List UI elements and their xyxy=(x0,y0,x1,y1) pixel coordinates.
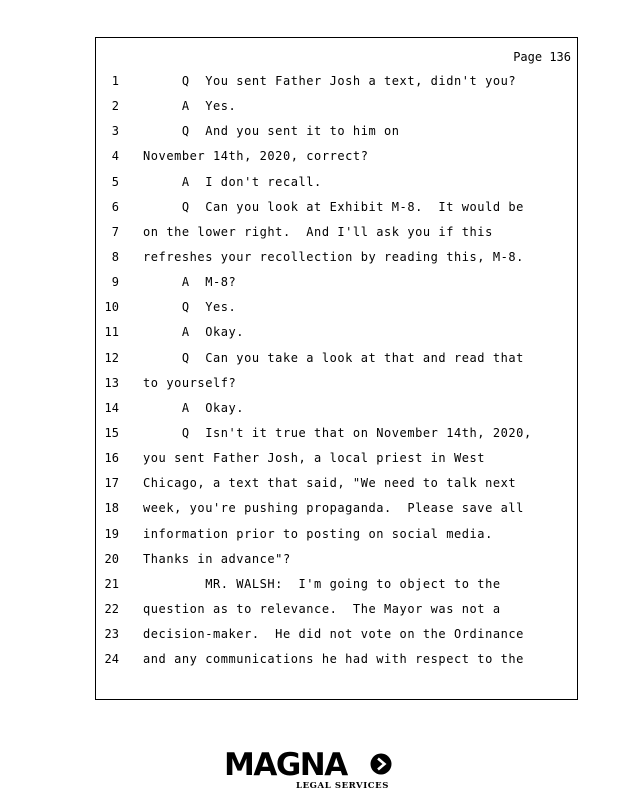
line-text: Q Yes. xyxy=(143,300,237,315)
logo-wordmark: MAGNA xyxy=(224,747,347,783)
line-number: 23 xyxy=(104,627,119,642)
transcript-line xyxy=(96,70,577,95)
transcript-lines xyxy=(96,70,577,673)
line-text: Q And you sent it to him on xyxy=(143,124,400,139)
line-text: A I don't recall. xyxy=(143,174,322,189)
transcript-line xyxy=(96,447,577,472)
line-number: 13 xyxy=(104,375,119,390)
line-number: 5 xyxy=(111,174,119,189)
line-number: 14 xyxy=(104,400,119,415)
line-number: 16 xyxy=(104,451,119,466)
transcript-line xyxy=(96,648,577,673)
line-text: MR. WALSH: I'm going to object to the xyxy=(143,576,501,591)
transcript-line xyxy=(96,623,577,648)
line-number: 21 xyxy=(104,576,119,591)
transcript-line xyxy=(96,472,577,497)
transcript-line xyxy=(96,573,577,598)
transcript-line xyxy=(96,171,577,196)
transcript-line xyxy=(96,497,577,522)
line-text: A Okay. xyxy=(143,400,245,415)
line-text: November 14th, 2020, correct? xyxy=(143,149,369,164)
line-text: Chicago, a text that said, "We need to talk next xyxy=(143,476,517,491)
line-text: Thanks in advance"? xyxy=(143,551,291,566)
transcript-line xyxy=(96,246,577,271)
arrow-circle-icon xyxy=(370,753,392,775)
transcript-line xyxy=(96,397,577,422)
line-text: Q Can you look at Exhibit M-8. It would be xyxy=(143,199,524,214)
line-text: refreshes your recollection by reading this, M-8. xyxy=(143,249,524,264)
line-text: and any communications he had with respect to the xyxy=(143,652,524,667)
line-number: 19 xyxy=(104,526,119,541)
line-text: A Okay. xyxy=(143,325,245,340)
transcript-line xyxy=(96,372,577,397)
transcript-line xyxy=(96,523,577,548)
magna-logo xyxy=(224,748,394,792)
transcript-page xyxy=(95,37,578,700)
line-number: 2 xyxy=(111,99,119,114)
logo-tagline: LEGAL SERVICES xyxy=(296,781,389,791)
line-text: to yourself? xyxy=(143,375,237,390)
transcript-line xyxy=(96,296,577,321)
transcript-line xyxy=(96,196,577,221)
line-number: 11 xyxy=(104,325,119,340)
transcript-line xyxy=(96,422,577,447)
line-number: 17 xyxy=(104,476,119,491)
line-number: 8 xyxy=(111,249,119,264)
line-text: Q You sent Father Josh a text, didn't you? xyxy=(143,74,517,88)
line-number: 12 xyxy=(104,350,119,365)
line-number: 10 xyxy=(104,300,119,315)
line-text: you sent Father Josh, a local priest in West xyxy=(143,451,486,466)
transcript-line xyxy=(96,321,577,346)
line-number: 9 xyxy=(111,275,119,290)
line-text: question as to relevance. The Mayor was not a xyxy=(143,601,501,616)
line-number: 6 xyxy=(111,199,119,214)
line-number: 3 xyxy=(111,124,119,139)
line-number: 18 xyxy=(104,501,119,516)
transcript-line xyxy=(96,145,577,170)
line-text: information prior to posting on social media. xyxy=(143,526,493,541)
transcript-line xyxy=(96,598,577,623)
line-text: on the lower right. And I'll ask you if this xyxy=(143,224,493,239)
line-text: Q Isn't it true that on November 14th, 2020, xyxy=(143,425,532,440)
line-number: 24 xyxy=(104,652,119,667)
transcript-line xyxy=(96,271,577,296)
transcript-line xyxy=(96,95,577,120)
line-text: week, you're pushing propaganda. Please save all xyxy=(143,501,524,516)
line-number: 15 xyxy=(104,425,119,440)
line-number: 1 xyxy=(111,74,119,88)
transcript-line xyxy=(96,548,577,573)
line-number: 20 xyxy=(104,551,119,566)
line-text: A M-8? xyxy=(143,275,237,290)
line-number: 22 xyxy=(104,601,119,616)
transcript-line xyxy=(96,347,577,372)
line-number: 4 xyxy=(111,149,119,164)
transcript-line xyxy=(96,120,577,145)
line-text: Q Can you take a look at that and read that xyxy=(143,350,524,365)
transcript-line xyxy=(96,221,577,246)
page-number: Page 136 xyxy=(513,50,571,64)
line-number: 7 xyxy=(111,224,119,239)
line-text: A Yes. xyxy=(143,99,237,114)
line-text: decision-maker. He did not vote on the Ordinance xyxy=(143,627,524,642)
